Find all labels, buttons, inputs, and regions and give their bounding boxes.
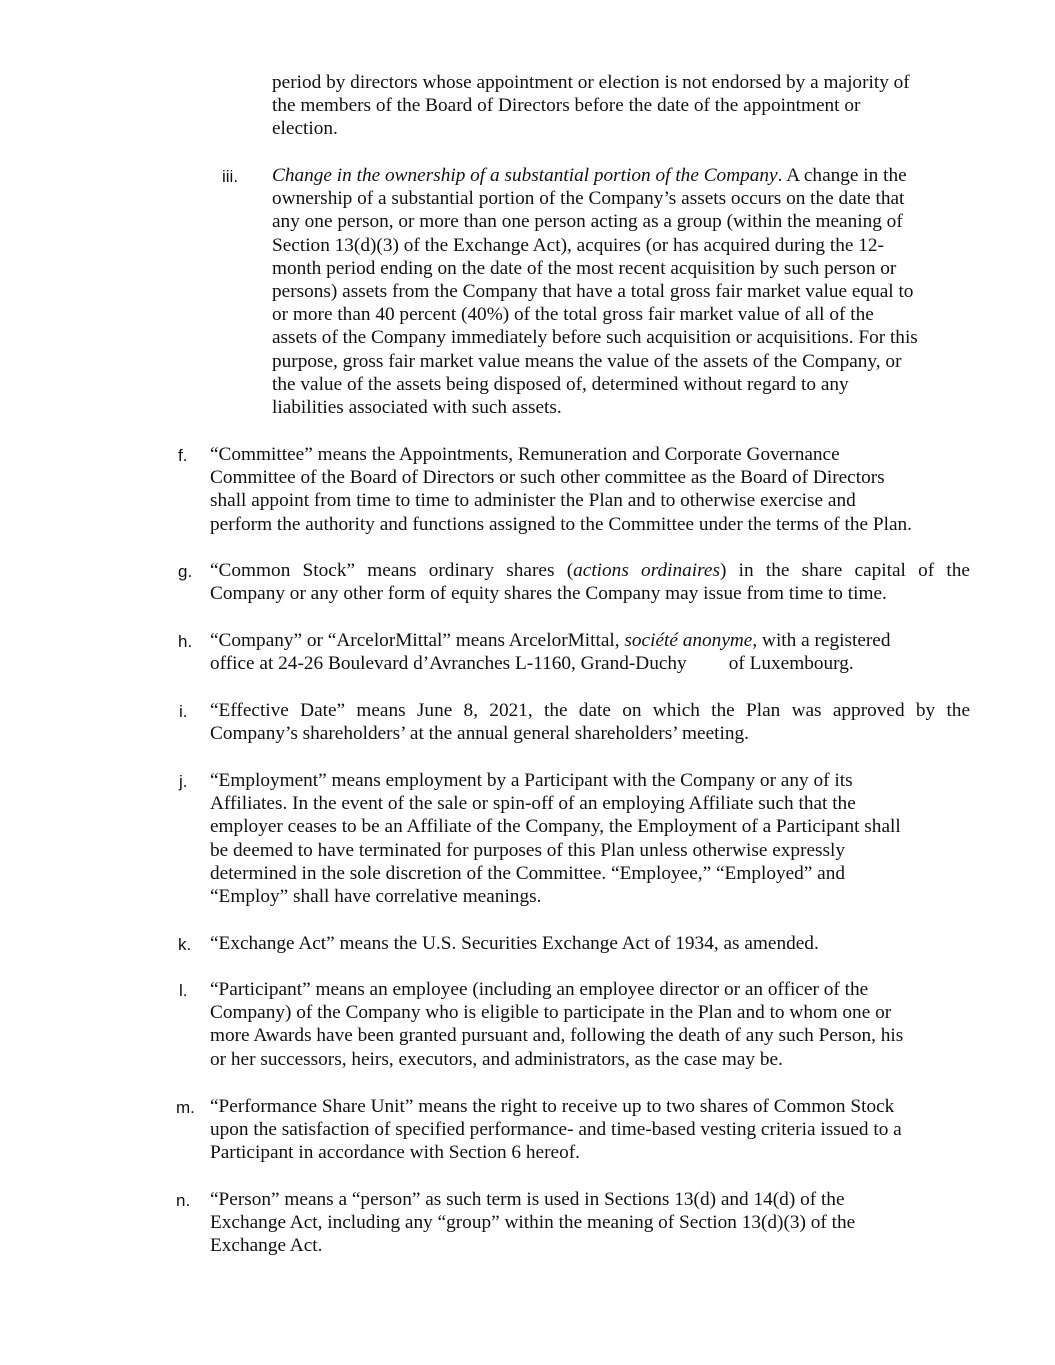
definition-participant (210, 978, 990, 1071)
text-line: Company or any other form of equity shares the Company may issue from time to time. (210, 583, 887, 605)
item-iii-marker: iii. (222, 167, 239, 186)
text-line: election. (272, 118, 338, 140)
text-line: Company) of the Company who is eligible to participate in the Plan and to whom one or (210, 1002, 892, 1024)
text-line: employer ceases to be an Affiliate of the Company, the Employment of a Participant shall (210, 816, 901, 838)
text-line: ownership of a substantial portion of the Company’s assets occurs on the date that (272, 188, 905, 210)
definition-employment (210, 769, 990, 908)
text-line: “Employ” shall have correlative meanings. (210, 886, 542, 908)
item-iii-heading: Change in the ownership of a substantial portion of the Company (272, 165, 778, 186)
text-line: or more than 40 percent (40%) of the total gross fair market value of all of the (272, 304, 874, 326)
text-line: “Performance Share Unit” means the right to receive up to two shares of Common Stock (210, 1096, 895, 1117)
text-line: more Awards have been granted pursuant and, following the death of any such Person, his (210, 1025, 904, 1047)
text-line: “Person” means a “person” as such term is used in Sections 13(d) and 14(d) of the (210, 1189, 845, 1210)
definition-exchange-act (210, 932, 970, 955)
text-line: “Employment” means employment by a Participant with the Company or any of its (210, 770, 853, 791)
text-line: office at 24-26 Boulevard d’Avranches L-1160, Grand-Duchy of Luxembourg. (210, 653, 854, 675)
text-line: Affiliates. In the event of the sale or spin-off of an employing Affiliate such that the (210, 793, 856, 815)
text-line: be deemed to have terminated for purposes of this Plan unless otherwise expressly (210, 839, 846, 861)
text-line: Committee of the Board of Directors or such other committee as the Board of Directors (210, 467, 885, 489)
definition-h-marker: h. (178, 632, 193, 651)
text-line: Participant in accordance with Section 6 hereof. (210, 1142, 580, 1164)
definition-g-marker: g. (178, 562, 193, 581)
definition-f-marker: f. (178, 446, 188, 465)
text-line: perform the authority and functions assigned to the Committee under the terms of the Plan. (210, 513, 912, 535)
text-line: Exchange Act. (210, 1235, 323, 1257)
text-line: assets of the Company immediately before such acquisition or acquisitions. For this (272, 327, 918, 349)
text-line: Section 13(d)(3) of the Exchange Act), acquires (or has acquired during the 12- (272, 234, 884, 256)
text-line: any one person, or more than one person acting as a group (within the meaning of (272, 211, 903, 233)
text-line: the value of the assets being disposed of, determined without regard to any (272, 373, 849, 395)
text-line: the members of the Board of Directors before the date of the appointment or (272, 95, 861, 117)
text-line: “Common Stock” means ordinary shares (actions ordinaires) in the share capital of the (210, 560, 970, 581)
text-line: determined in the sole discretion of the Committee. “Employee,” “Employed” and (210, 862, 846, 884)
text-line: “Effective Date” means June 8, 2021, the date on which the Plan was approved by the (210, 700, 970, 721)
definition-n-marker: n. (176, 1191, 191, 1210)
text-line: shall appoint from time to time to administer the Plan and to otherwise exercise and (210, 490, 856, 512)
text-line: “Company” or “ArcelorMittal” means ArcelorMittal, société anonyme, with a registered (210, 630, 891, 651)
text-line: Company’s shareholders’ at the annual general shareholders’ meeting. (210, 723, 749, 745)
text-line: “Committee” means the Appointments, Remuneration and Corporate Governance (210, 444, 840, 465)
text-line: Change in the ownership of a substantial portion of the Company. A change in the (272, 165, 907, 186)
text-line: “Exchange Act” means the U.S. Securities Exchange Act of 1934, as amended. (210, 933, 819, 954)
text-line: Exchange Act, including any “group” within the meaning of Section 13(d)(3) of the (210, 1212, 856, 1234)
text-line: upon the satisfaction of specified performance- and time-based vesting criteria issued to a (210, 1119, 902, 1141)
text-line: liabilities associated with such assets. (272, 397, 562, 419)
definition-i-marker: i. (179, 702, 188, 721)
definition-company (210, 629, 970, 675)
text-line: purpose, gross fair market value means the value of the assets of the Company, or (272, 350, 902, 372)
continuation-paragraph (272, 71, 972, 141)
definition-performance-share-unit (210, 1095, 990, 1165)
definition-common-stock (210, 559, 970, 605)
text-line: or her successors, heirs, executors, and administrators, as the case may be. (210, 1048, 783, 1070)
text-line: period by directors whose appointment or election is not endorsed by a majority of (272, 72, 910, 93)
text-line: “Participant” means an employee (including an employee director or an officer of the (210, 979, 869, 1000)
definition-j-marker: j. (179, 772, 188, 791)
text-line: month period ending on the date of the most recent acquisition by such person or (272, 257, 897, 279)
item-iii-paragraph (272, 164, 982, 419)
definition-effective-date (210, 699, 970, 745)
definition-m-marker: m. (176, 1098, 195, 1117)
definition-committee (210, 443, 990, 536)
definition-k-marker: k. (178, 935, 192, 954)
definition-l-marker: l. (179, 981, 188, 1000)
text-line: persons) assets from the Company that have a total gross fair market value equal to (272, 281, 914, 303)
definition-person (210, 1188, 970, 1258)
